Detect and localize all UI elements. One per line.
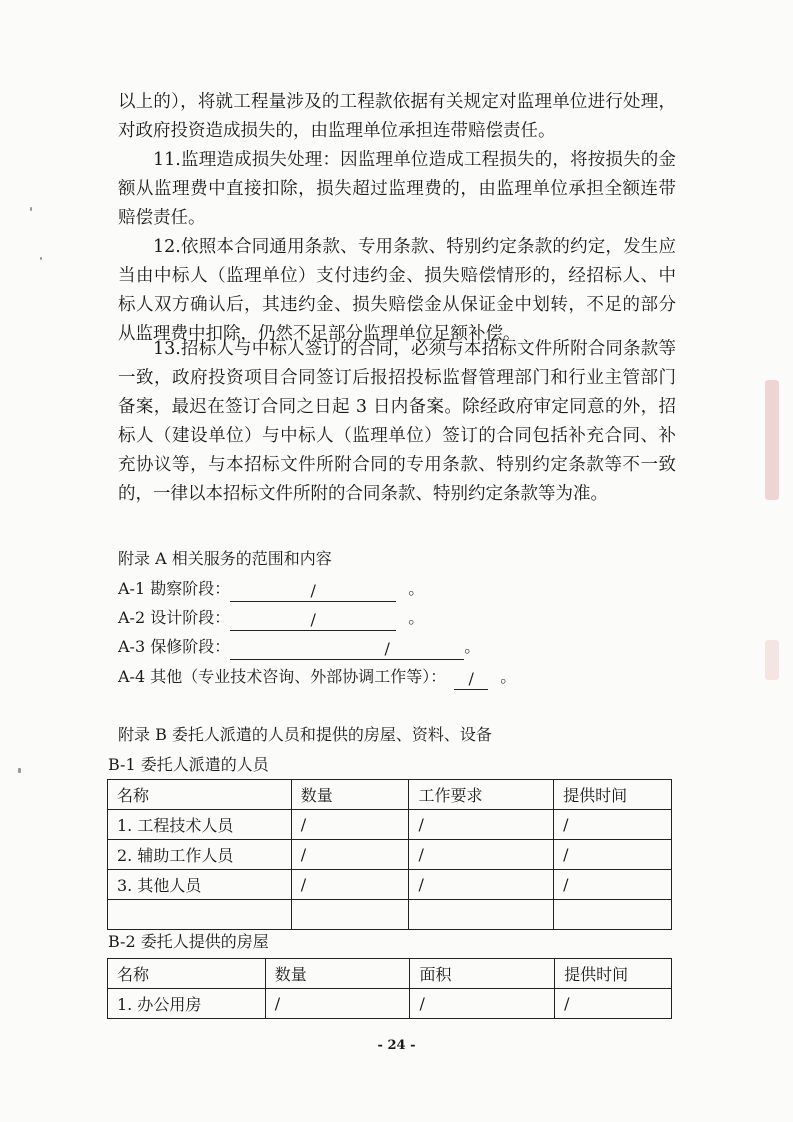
- blank-line: [230, 639, 464, 660]
- page-number: - 24 -: [377, 1038, 416, 1053]
- paragraph-clause-12: 12.依照本合同通用条款、专用条款、特别约定条款的约定，发生应当由中标人（监理单位）支付违约金、损失赔偿情形的，经招标人、中标人双方确认后，其违约金、损失赔偿金从保证金中划转，不足的部分从监理费中扣除，仍然不足部分监理单位足额补偿。: [118, 237, 676, 344]
- cell: [108, 900, 292, 930]
- appendix-a-item-label: A-4 其他（专业技术咨询、外部协调工作等）：: [118, 667, 447, 686]
- scan-speck: [30, 207, 32, 211]
- cell: /: [291, 840, 409, 870]
- paragraph-clause-13: 13.招标人与中标人签订的合同，必须与本招标文件所附合同条款等一致，政府投资项目合同签订后报招投标监督管理部门和行业主管部门备案，最迟在签订合同之日起 3 日内备案。除经政府审定同意的外，招标人（建设单位）与中标人（监理单位）签订的合同包括补充合同、补充协议等，与本招标文件所附合同的专用条款、特别约定条款等不一致的，一律以本招标文件所附的合同条款、特别约定条款等为准。: [118, 339, 676, 504]
- header-quantity: 数量: [291, 780, 409, 810]
- appendix-a-title: 附录 A 相关服务的范围和内容: [118, 549, 332, 568]
- cell: /: [554, 870, 672, 900]
- b1-title: B-1 委托人派遣的人员: [108, 755, 269, 774]
- header-time: 提供时间: [555, 959, 672, 989]
- blank-line: [230, 581, 396, 602]
- cell: [291, 900, 409, 930]
- header-name: 名称: [108, 959, 266, 989]
- header-requirement: 工作要求: [409, 780, 554, 810]
- cell: /: [409, 810, 554, 840]
- header-quantity: 数量: [265, 959, 410, 989]
- table-header-row: [108, 959, 672, 989]
- blank-line: [230, 610, 396, 631]
- b2-premises-table: [107, 958, 672, 1019]
- blank-line: [454, 669, 488, 690]
- cell: /: [265, 989, 410, 1019]
- seal-edge-mark: [765, 640, 779, 680]
- table-row: [108, 870, 672, 900]
- table-row: [108, 900, 672, 930]
- blank-value: /: [310, 610, 316, 629]
- item-end: 。: [464, 637, 481, 656]
- header-time: 提供时间: [554, 780, 672, 810]
- blank-value: /: [310, 581, 316, 600]
- appendix-a-item-2: [118, 605, 424, 631]
- item-end: 。: [500, 667, 517, 686]
- appendix-a-item-label: A-3 保修阶段：: [118, 637, 231, 656]
- cell: /: [555, 989, 672, 1019]
- appendix-a-item-3: [118, 634, 480, 660]
- blank-value: /: [468, 669, 474, 688]
- appendix-b-title: 附录 B 委托人派遣的人员和提供的房屋、资料、设备: [118, 725, 492, 744]
- table-row: [108, 840, 672, 870]
- cell: 3. 其他人员: [108, 870, 292, 900]
- seal-edge-mark: [765, 380, 779, 500]
- scan-speck: [18, 768, 21, 773]
- cell: [409, 900, 554, 930]
- appendix-a-item-4: [118, 664, 516, 690]
- header-name: 名称: [108, 780, 292, 810]
- cell: /: [410, 989, 555, 1019]
- b2-title: B-2 委托人提供的房屋: [108, 932, 269, 951]
- table-row: [108, 989, 672, 1019]
- cell: 1. 工程技术人员: [108, 810, 292, 840]
- paragraph-clause-11: 11.监理造成损失处理：因监理单位造成工程损失的，将按损失的金额从监理费中直接扣除，损失超过监理费的，由监理单位承担全额连带赔偿责任。: [118, 150, 676, 228]
- cell: /: [409, 840, 554, 870]
- table-row: [108, 810, 672, 840]
- cell: [554, 900, 672, 930]
- item-end: 。: [408, 579, 425, 598]
- cell: /: [291, 870, 409, 900]
- appendix-a-item-label: A-2 设计阶段：: [118, 608, 231, 627]
- cell: /: [409, 870, 554, 900]
- b1-personnel-table: [107, 779, 672, 930]
- cell: /: [554, 840, 672, 870]
- item-end: 。: [408, 608, 425, 627]
- cell: /: [554, 810, 672, 840]
- scan-speck: [40, 257, 42, 260]
- appendix-a-item-1: [118, 576, 424, 602]
- appendix-a-item-label: A-1 勘察阶段：: [118, 579, 231, 598]
- paragraph-liability: 以上的），将就工程量涉及的工程款依据有关规定对监理单位进行处理，对政府投资造成损失的，由监理单位承担连带赔偿责任。: [118, 92, 676, 141]
- cell: 2. 辅助工作人员: [108, 840, 292, 870]
- cell: /: [291, 810, 409, 840]
- blank-value: /: [384, 639, 390, 658]
- cell: 1. 办公用房: [108, 989, 266, 1019]
- table-header-row: [108, 780, 672, 810]
- header-area: 面积: [410, 959, 555, 989]
